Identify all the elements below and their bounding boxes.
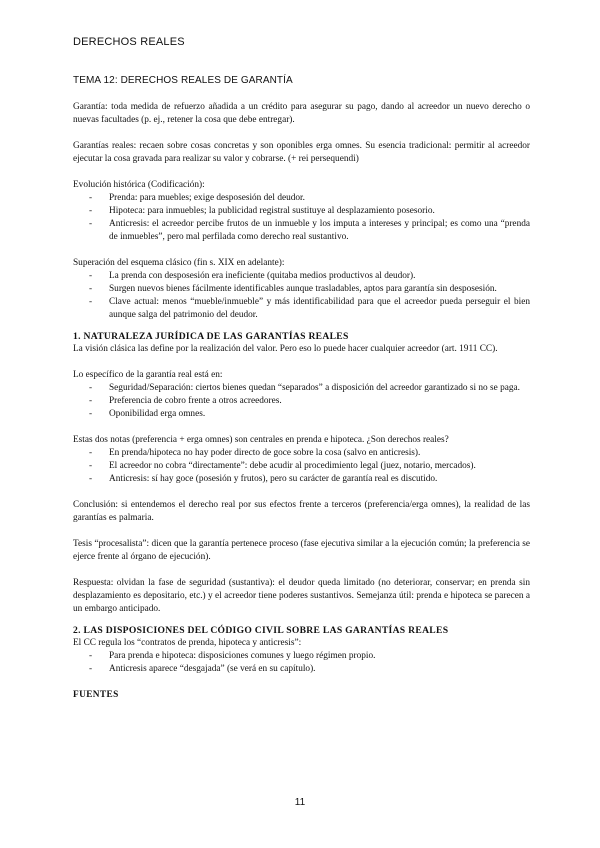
list-item: - El acreedor no cobra “directamente”: debe acudir al procedimiento legal (juez, notario, mercados). (89, 461, 476, 471)
paragraph-garantia: Garantía: toda medida de refuerzo añadida a un crédito para asegurar su pago, dando al acreedor un nuevo derecho o nuevas facultades (p. ej., retener la cosa que debe entregar). (73, 102, 530, 125)
list-item: - Anticresis: sí hay goce (posesión y frutos), pero su carácter de garantía real es discutido. (89, 474, 438, 484)
superacion-title: Superación del esquema clásico (fin s. XIX en adelante): (73, 258, 285, 268)
section-heading-1: 1. NATURALEZA JURÍDICA DE LAS GARANTÍAS REALES (73, 331, 349, 342)
tesis-paragraph: Tesis “procesalista”: dicen que la garantía pertenece proceso (fase ejecutiva similar a la ejecución común; la preferencia se ejerce frente al órgano de ejecución). (73, 539, 530, 562)
list-item: - Preferencia de cobro frente a otros acreedores. (89, 396, 282, 406)
conclusion-paragraph: Conclusión: si entendemos el derecho real por sus efectos frente a terceros (preferencia/erga omnes), la realidad de las garantías es palmaria. (73, 500, 530, 523)
evolucion-title: Evolución histórica (Codificación): (73, 180, 205, 190)
list-item: - Anticresis: el acreedor percibe frutos de un inmueble y los imputa a intereses y principal; es como una “prenda de inmuebles”, pero mal perfilada como derecho real sustantivo. (89, 219, 530, 242)
notas-title: Estas dos notas (preferencia + erga omnes) son centrales en prenda e hipoteca. ¿Son derechos reales? (73, 435, 449, 445)
list-item: - Anticresis aparece “desgajada” (se verá en su capítulo). (89, 664, 316, 674)
document-body (73, 74, 530, 702)
list-item: - Clave actual: menos “mueble/inmueble” y más identificabilidad para que el acreedor pueda perseguir el bien aunque salga del patrimonio del deudor. (89, 297, 530, 320)
superacion-list (73, 270, 530, 322)
fuentes-heading: FUENTES (73, 690, 119, 700)
section2-list (73, 650, 530, 676)
list-item: - Surgen nuevos bienes fácilmente identificables aunque trasladables, aptos para garantía sin desposesión. (89, 284, 497, 294)
notas-list (73, 447, 530, 486)
list-item: - Prenda: para muebles; exige desposesión del deudor. (89, 193, 305, 203)
list-item: - Para prenda e hipoteca: disposiciones comunes y luego régimen propio. (89, 651, 376, 661)
chapter-title: TEMA 12: DERECHOS REALES DE GARANTÍA (73, 75, 293, 86)
list-item: - Seguridad/Separación: ciertos bienes quedan “separados” a disposición del acreedor garantizado si no se paga. (89, 383, 520, 393)
running-header: DERECHOS REALES (73, 36, 185, 48)
list-item: - Hipoteca: para inmuebles; la publicidad registral sustituye al desplazamiento posesorio. (89, 206, 435, 216)
list-item: - En prenda/hipoteca no hay poder directo de goce sobre la cosa (salvo en anticresis). (89, 448, 421, 458)
section-heading-2: 2. LAS DISPOSICIONES DEL CÓDIGO CIVIL SOBRE LAS GARANTÍAS REALES (73, 625, 449, 636)
paragraph-garantias-reales: Garantías reales: recaen sobre cosas concretas y son oponibles erga omnes. Su esencia tradicional: permitir al acreedor ejecutar la cosa gravada para realizar su valor y cobrarse. (+ rei persequendi) (73, 141, 530, 164)
page-number: 11 (294, 797, 306, 808)
especifico-list (73, 382, 530, 421)
section2-intro: El CC regula los “contratos de prenda, hipoteca y anticresis”: (73, 638, 302, 648)
section1-intro: La visión clásica las define por la realización del valor. Pero eso lo puede hacer cualquier acreedor (art. 1911 CC). (73, 344, 498, 354)
list-item: - Oponibilidad erga omnes. (89, 409, 206, 419)
evolucion-list (73, 192, 530, 244)
respuesta-paragraph: Respuesta: olvidan la fase de seguridad (sustantiva): el deudor queda limitado (no deteriorar, conservar; en prenda sin desplazamiento es depositario, etc.) y el acreedor tiene poderes sustantivos. Semejanza útil: prenda e hipoteca se parecen a un embargo anticipado. (73, 578, 530, 614)
list-item: - La prenda con desposesión era ineficiente (quitaba medios productivos al deudor). (89, 271, 416, 281)
especifico-title: Lo específico de la garantía real está en: (73, 370, 223, 380)
